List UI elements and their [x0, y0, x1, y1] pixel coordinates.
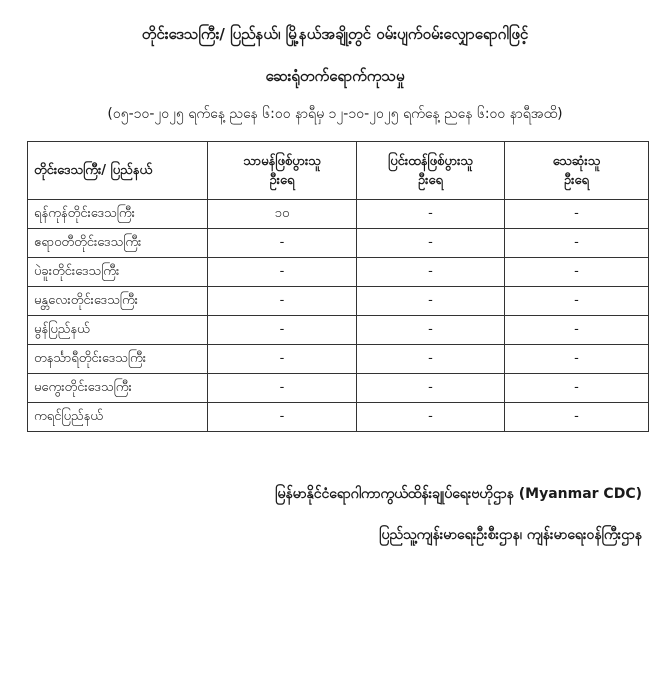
- issuing-department: ပြည်သူ့ကျန်းမာရေးဦးစီးဌာန၊ ကျန်းမာရေးဝန်ကြီးဌာန: [379, 527, 642, 543]
- mild-cases-cell: -: [208, 345, 357, 374]
- case-report-table: [27, 141, 649, 432]
- region-cell: မွန်ပြည်နယ်: [28, 316, 208, 345]
- region-cell: ရန်ကုန်တိုင်းဒေသကြီး: [28, 200, 208, 229]
- mild-cases-cell: -: [208, 287, 357, 316]
- region-cell: မန္တလေးတိုင်းဒေသကြီး: [28, 287, 208, 316]
- header-region: [28, 142, 208, 200]
- region-cell: တနင်္သာရီတိုင်းဒေသကြီး: [28, 345, 208, 374]
- deaths-cell: -: [505, 258, 649, 287]
- severe-cases-cell: -: [357, 374, 505, 403]
- table-row: [28, 374, 649, 403]
- table-row: [28, 287, 649, 316]
- deaths-cell: -: [505, 403, 649, 432]
- header-mild-cases: [208, 142, 357, 200]
- mild-cases-cell: -: [208, 316, 357, 345]
- header-region-label: တိုင်းဒေသကြီး/ ပြည်နယ်: [34, 163, 153, 178]
- severe-cases-cell: -: [357, 287, 505, 316]
- mild-cases-cell: ၁၀: [208, 200, 357, 229]
- severe-cases-cell: -: [357, 258, 505, 287]
- document-title: တိုင်းဒေသကြီး/ ပြည်နယ်၊ မြို့နယ်အချို့တွင် ဝမ်းပျက်ဝမ်းလျှောရောဂါဖြင့်: [141, 25, 529, 43]
- region-cell: ကရင်ပြည်နယ်: [28, 403, 208, 432]
- header-mild-unit: ဦးရေ: [269, 172, 295, 188]
- severe-cases-cell: -: [357, 403, 505, 432]
- header-severe-unit: ဦးရေ: [417, 172, 444, 188]
- header-deaths-label: သေဆုံးသူ: [552, 153, 601, 169]
- table-row: [28, 345, 649, 374]
- severe-cases-cell: -: [357, 200, 505, 229]
- header-mild-label: သာမန်ဖြစ်ပွားသူ: [243, 153, 321, 169]
- table-row: [28, 229, 649, 258]
- mild-cases-cell: -: [208, 229, 357, 258]
- header-severe-cases: [357, 142, 505, 200]
- table-row: [28, 316, 649, 345]
- deaths-cell: -: [505, 316, 649, 345]
- deaths-cell: -: [505, 200, 649, 229]
- deaths-cell: -: [505, 374, 649, 403]
- deaths-cell: -: [505, 345, 649, 374]
- header-deaths-unit: ဦးရေ: [563, 172, 590, 188]
- severe-cases-cell: -: [357, 316, 505, 345]
- severe-cases-cell: -: [357, 229, 505, 258]
- region-cell: မကွေးတိုင်းဒေသကြီး: [28, 374, 208, 403]
- region-cell: ပဲခူးတိုင်းဒေသကြီး: [28, 258, 208, 287]
- reporting-period: (၀၅-၁၀-၂၀၂၅ ရက်နေ့ ညနေ ၆:၀၀ နာရီမှ ၁၂-၁၀-၂၀၂၅ ရက်နေ့ ညနေ ၆:၀၀ နာရီအထိ): [107, 106, 563, 122]
- header-deaths: [505, 142, 649, 200]
- table-header-row: [28, 142, 649, 200]
- table-row: [28, 258, 649, 287]
- mild-cases-cell: -: [208, 374, 357, 403]
- table-row: [28, 200, 649, 229]
- severe-cases-cell: -: [357, 345, 505, 374]
- issuing-agency: မြန်မာနိုင်ငံရောဂါကာကွယ်ထိန်းချုပ်ရေးဗဟိုဌာန (Myanmar CDC): [275, 486, 642, 502]
- region-cell: ဧရာဝတီတိုင်းဒေသကြီး: [28, 229, 208, 258]
- table-row: [28, 403, 649, 432]
- deaths-cell: -: [505, 229, 649, 258]
- header-severe-label: ပြင်းထန်ဖြစ်ပွားသူ: [388, 153, 473, 169]
- mild-cases-cell: -: [208, 258, 357, 287]
- document-subtitle: ဆေးရုံတက်ရောက်ကုသမှု: [265, 67, 405, 85]
- deaths-cell: -: [505, 287, 649, 316]
- mild-cases-cell: -: [208, 403, 357, 432]
